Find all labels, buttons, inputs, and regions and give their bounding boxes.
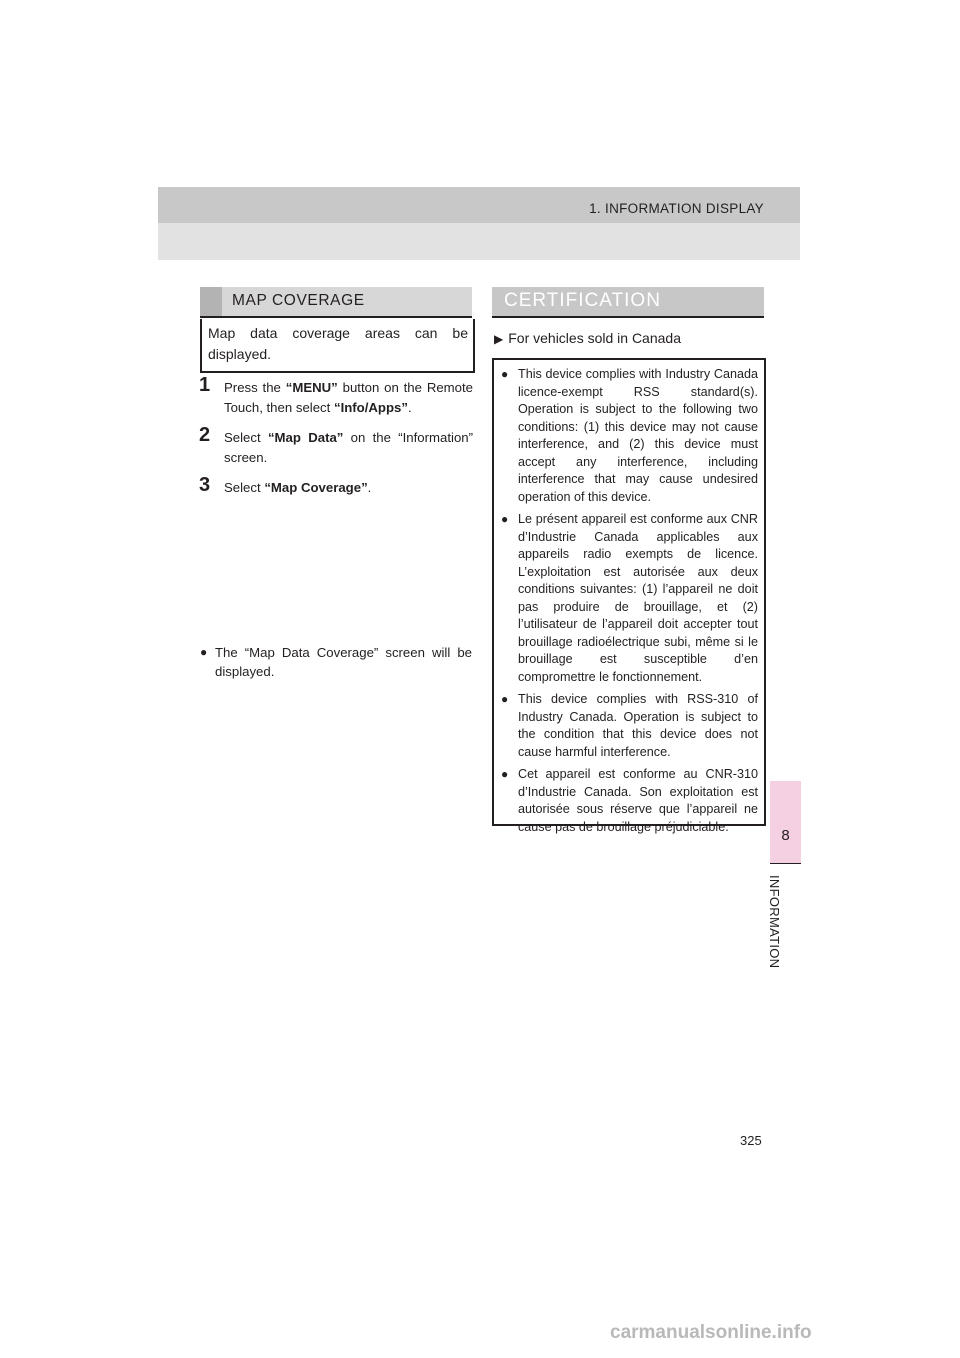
- page-number: 325: [740, 1133, 762, 1148]
- step-1: [199, 374, 473, 418]
- step-text: Select “Map Coverage”.: [224, 480, 372, 495]
- watermark-text: carmanualsonline.info: [610, 1322, 812, 1343]
- chapter-label: INFORMATION: [767, 875, 782, 969]
- cert-item-text: This device complies with Industry Canada licence-exempt RSS standard(s). Operation is subject to the following two conditions: (1) this device may not cause interference, and (2) this device must accept any interference, including interference that may cause undesired operation of this device.: [518, 367, 758, 504]
- chapter-tab: [770, 781, 801, 863]
- cert-item: [501, 511, 758, 686]
- step-3: [199, 474, 473, 498]
- cert-item-text: Le présent appareil est conforme aux CNR d’Industrie Canada applicables aux appareils radio exempts de licence. L’exploitation est autorisée aux deux conditions suivantes: (1) l’appareil ne doit pas produire de brouillage, et (2) l’utilisateur de l’appareil doit accepter tout brouillage radioélectrique subi, même si le brouillage est susceptible d’en compromettre le fonctionnement.: [518, 512, 758, 684]
- step-2: [199, 424, 474, 468]
- chapter-number: 8: [781, 827, 790, 844]
- triangle-right-icon: ▶: [494, 332, 504, 346]
- certification-subheading: ▶ For vehicles sold in Canada: [494, 330, 681, 346]
- map-coverage-steps: [199, 374, 474, 508]
- step-text: Press the “MENU” button on the Remote Touch, then select “Info/Apps”.: [224, 380, 473, 415]
- bullet-icon: ●: [501, 367, 509, 381]
- header-sub-band: [158, 223, 800, 260]
- cert-item-text: Cet appareil est conforme au CNR-310 d’Industrie Canada. Son exploitation est autorisée sous réserve que l’appareil ne cause pas de brouillage préjudiciable.: [518, 767, 758, 834]
- step-number: 3: [199, 474, 211, 496]
- cert-item: [501, 691, 758, 761]
- cert-item: [501, 766, 758, 836]
- map-coverage-title: MAP COVERAGE: [232, 292, 365, 309]
- map-coverage-note: [200, 643, 472, 681]
- step-text: Select “Map Data” on the “Information” screen.: [224, 430, 474, 465]
- map-coverage-intro: Map data coverage areas can be displayed.: [200, 319, 475, 373]
- bullet-icon: ●: [501, 692, 509, 706]
- certification-title: CERTIFICATION: [504, 290, 661, 311]
- cert-item-text: This device complies with RSS-310 of Industry Canada. Operation is subject to the condition that this device does not cause harmful interference.: [518, 692, 758, 759]
- step-number: 2: [199, 424, 211, 446]
- step-number: 1: [199, 374, 211, 396]
- heading-marker: [200, 287, 222, 316]
- certification-heading-bar: [492, 287, 764, 318]
- bullet-icon: ●: [501, 767, 509, 781]
- certification-box: [492, 358, 766, 834]
- header-title: 1. INFORMATION DISPLAY: [589, 201, 764, 216]
- note-text: The “Map Data Coverage” screen will be displayed.: [215, 645, 472, 679]
- cert-item: [501, 366, 758, 506]
- bullet-icon: ●: [501, 512, 509, 526]
- map-coverage-heading-bar: [200, 287, 472, 318]
- bullet-icon: ●: [200, 645, 208, 659]
- chapter-divider: [770, 863, 801, 864]
